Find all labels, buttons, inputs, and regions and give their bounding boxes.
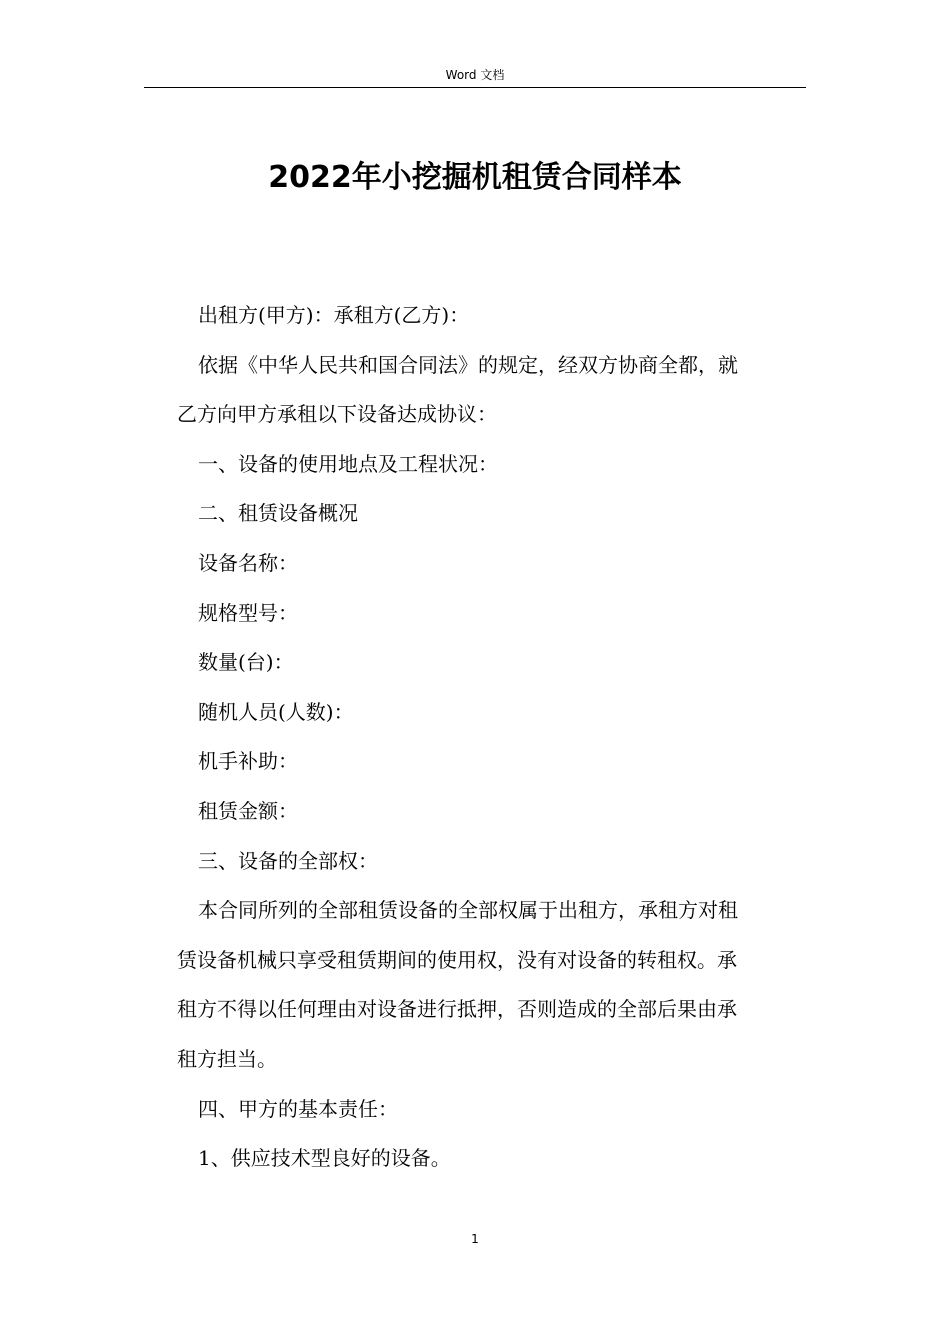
text-line: 赁设备机械只享受租赁期间的使用权，没有对设备的转租权。承 xyxy=(177,947,737,972)
field-quantity xyxy=(177,638,803,688)
page-header: Word 文档 xyxy=(445,68,505,82)
text-line: 规格型号： xyxy=(198,600,298,625)
section-heading-equipment xyxy=(177,489,803,539)
text-line: 四、甲方的基本责任： xyxy=(198,1096,398,1121)
text-line: 二、租赁设备概况 xyxy=(198,501,358,526)
text-line: 随机人员(人数)： xyxy=(198,699,354,724)
text-line: 依据《中华人民共和国合同法》的规定，经双方协商全都，就 xyxy=(198,352,738,377)
section-heading-lessor-duties xyxy=(177,1085,803,1135)
list-item-duty-1 xyxy=(177,1134,803,1184)
text-line: 1、供应技术型良好的设备。 xyxy=(198,1146,451,1171)
paragraph-parties xyxy=(177,291,803,341)
text-line: 设备名称： xyxy=(198,550,298,575)
header-rule xyxy=(144,87,806,88)
text-line: 租方不得以任何理由对设备进行抵押，否则造成的全部后果由承 xyxy=(177,997,737,1022)
document-title: 2022年小挖掘机租赁合同样本 xyxy=(268,160,682,195)
text-line: 本合同所列的全部租赁设备的全部权属于出租方，承租方对租 xyxy=(198,898,738,923)
page-number: 1 xyxy=(471,1232,479,1246)
field-rental-amount xyxy=(177,787,803,837)
text-line: 一、设备的使用地点及工程状况： xyxy=(198,451,498,476)
field-model xyxy=(177,589,803,639)
field-operator-subsidy xyxy=(177,737,803,787)
text-line: 租赁金额： xyxy=(198,798,298,823)
document-body xyxy=(177,291,803,1184)
field-equipment-name xyxy=(177,539,803,589)
text-line: 数量(台)： xyxy=(198,650,294,675)
text-line: 乙方向甲方承租以下设备达成协议： xyxy=(177,402,497,427)
paragraph-ownership xyxy=(177,886,803,1084)
paragraph-preamble xyxy=(177,341,803,440)
text-line: 出租方(甲方)：承租方(乙方)： xyxy=(198,303,470,327)
section-heading-ownership xyxy=(177,837,803,887)
section-heading-location xyxy=(177,440,803,490)
text-line: 机手补助： xyxy=(198,749,298,774)
text-line: 租方担当。 xyxy=(177,1046,277,1071)
field-staff xyxy=(177,688,803,738)
text-line: 三、设备的全部权： xyxy=(198,848,378,873)
